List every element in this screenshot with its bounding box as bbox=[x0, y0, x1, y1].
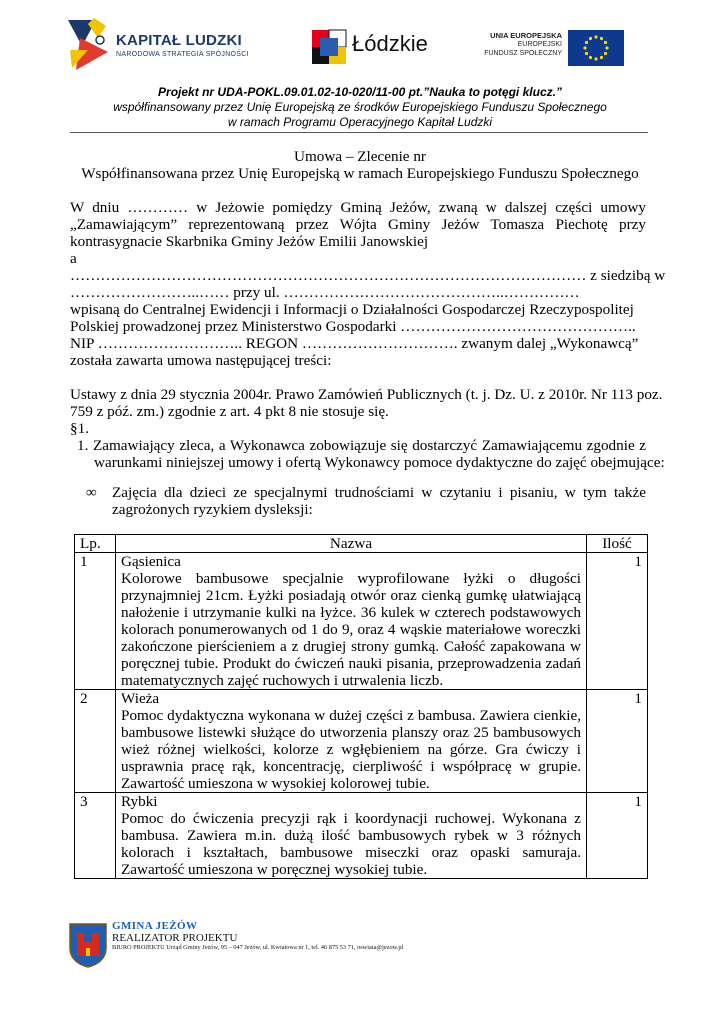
row-title: Wieża bbox=[121, 690, 160, 707]
column-header-lp: Lp. bbox=[75, 535, 116, 553]
kapital-ludzki-title: KAPITAŁ LUDZKI bbox=[116, 32, 242, 49]
kapital-ludzki-emblem-icon bbox=[66, 16, 114, 72]
section-heading: §1. bbox=[70, 420, 89, 437]
paragraph-line: ………………………………………………………………………………………… z siedzibą w bbox=[70, 267, 666, 284]
paragraph-line: wpisaną do Centralnej Ewidencji i Informacji o Działalności Gospodarczej Rzeczypospolitej bbox=[70, 301, 634, 318]
numbered-item-line: warunkami niniejszej umowy i ofertą Wykonawcy pomoce dydaktyczne do zajęć obejmujące: bbox=[94, 454, 665, 471]
row-description: Pomoc dydaktyczna wykonana w dużej części z bambusa. Zawiera cienkie, bambusowe listewki służące do utworzenia planszy oraz 25 bambusowych wież różnej wielkości, kolorze z wgłębieniem na górze. Gra ćwiczy i usprawnia pracę rąk, koncentrację, cierpliwość i współpracę w grupie. Zawartość umieszona w wysokiej kolorowej tubie. bbox=[121, 707, 581, 792]
row-lp: 2 bbox=[75, 690, 116, 793]
document-title: Umowa – Zlecenie nr bbox=[294, 148, 426, 165]
eu-label bbox=[460, 31, 562, 58]
bullet-symbol-icon: ∞ bbox=[86, 484, 97, 501]
cofinance-line: współfinansowany przez Unię Europejską ze środków Europejskiego Funduszu Społecznego bbox=[113, 100, 607, 114]
eu-flag-icon bbox=[568, 30, 624, 66]
eu-label-line2: EUROPEJSKI bbox=[517, 41, 562, 48]
project-number: Projekt nr UDA-POKL.09.01.02-10-020/11-00 pt.”Nauka to potęgi klucz.” bbox=[158, 85, 562, 99]
table-row bbox=[75, 553, 648, 690]
row-name-cell bbox=[116, 553, 587, 690]
row-title: Gąsienica bbox=[121, 553, 181, 570]
gmina-jezow-crest-icon bbox=[68, 922, 108, 968]
paragraph-line: została zawarta umowa następującej treści: bbox=[70, 352, 332, 369]
row-name-cell bbox=[116, 690, 587, 793]
table-row bbox=[75, 793, 648, 879]
lodzkie-emblem-icon bbox=[310, 28, 348, 66]
header-divider bbox=[70, 132, 648, 133]
footer-role: REALIZATOR PROJEKTU bbox=[112, 932, 238, 944]
table-row bbox=[75, 690, 648, 793]
paragraph-line: kontrasygnacie Skarbnika Gminy Jeżów Emilii Janowskiej bbox=[70, 233, 429, 250]
kapital-ludzki-subtitle: NARODOWA STRATEGIA SPÓJNOŚCI bbox=[116, 51, 249, 58]
row-qty: 1 bbox=[587, 690, 648, 793]
lodzkie-logo bbox=[310, 28, 348, 71]
row-qty: 1 bbox=[587, 553, 648, 690]
programme-line: w ramach Programu Operacyjnego Kapitał Ludzki bbox=[227, 115, 493, 129]
paragraph-line: „Zamawiającym” reprezentowaną przez Wójta Gminy Jeżów Tomasza Piechotę przy bbox=[70, 216, 646, 233]
bullet-line: Zajęcia dla dzieci ze specjalnymi trudnościami w czytaniu i pisaniu, w tym także bbox=[112, 484, 646, 501]
footer-municipality: GMINA JEŻÓW bbox=[112, 920, 198, 932]
paragraph-line: ……………………..…… przy ul. ……………………………………..…………… bbox=[70, 284, 580, 301]
column-header-name: Nazwa bbox=[116, 535, 587, 553]
row-qty: 1 bbox=[587, 793, 648, 879]
paragraph-line: a bbox=[70, 250, 77, 267]
items-table bbox=[74, 534, 648, 879]
row-lp: 1 bbox=[75, 553, 116, 690]
paragraph-line: W dniu ………… w Jeżowie pomiędzy Gminą Jeżów, zwaną w dalszej części umowy bbox=[70, 199, 646, 216]
row-description: Kolorowe bambusowe specjalnie wyprofilowane łyżki o długości przynajmniej 21cm. Łyżki posiadają otwór oraz cienką gumkę ułatwiającą nałożenie i utrzymanie kulki na łyżce. 36 kulek w czterech podstawowych kolorach ponumerowanych od 1 do 9, oraz 4 wąskie materiałowe woreczki zakończone pierścieniem a z drugiej strony gumką. Całość zapakowana w poręcznej tubie. Produkt do ćwiczeń nauki pisania, przeprowadzenia zadań matematycznych zajęć ruchowych i utrwalenia liczb. bbox=[121, 570, 581, 689]
footer-contact: BIURO PROJEKTU Urząd Gminy Jeżów, 95 – 047 Jeżów, ul. Kwiatowa nr 1, tel. 46 875 53 71, oswiata@jezow.pl bbox=[112, 944, 404, 951]
bullet-line: zagrożonych ryzykiem dysleksji: bbox=[112, 501, 313, 518]
row-description: Pomoc do ćwiczenia precyzji rąk i koordynacji ruchowej. Wykonana z bambusa. Zawiera m.in. dużą ilość bambusowych rybek w 3 różnych kolorach i kształtach, bambusowe miseczki oraz opaski samuraja. Zawartość umieszona w poręcznej wysokiej tubie. bbox=[121, 810, 581, 878]
paragraph-line: Polskiej prowadzonej przez Ministerstwo Gospodarki ……………………………………….. bbox=[70, 318, 636, 335]
kapital-ludzki-logo bbox=[66, 16, 114, 77]
paragraph-line: NIP ……………………….. REGON …………………………. zwanym dalej „Wykonawcą” bbox=[70, 335, 639, 352]
document-subtitle: Współfinansowana przez Unię Europejską w ramach Europejskiego Funduszu Społecznego bbox=[81, 165, 639, 182]
paragraph-line: 759 z póź. zm.) zgodnie z art. 4 pkt 8 nie stosuje się. bbox=[70, 403, 389, 420]
row-name-cell bbox=[116, 793, 587, 879]
lodzkie-label: Łódzkie bbox=[352, 31, 428, 56]
table-header-row bbox=[75, 535, 648, 553]
row-lp: 3 bbox=[75, 793, 116, 879]
numbered-item-line: 1. Zamawiający zleca, a Wykonawca zobowiązuje się dostarczyć Zamawiającemu zgodnie z bbox=[77, 437, 646, 454]
column-header-qty: Ilość bbox=[587, 535, 648, 553]
eu-label-line1: UNIA EUROPEJSKA bbox=[490, 31, 562, 40]
paragraph-line: Ustawy z dnia 29 stycznia 2004r. Prawo Zamówień Publicznych (t. j. Dz. U. z 2010r. Nr 113 poz. bbox=[70, 386, 663, 403]
row-title: Rybki bbox=[121, 793, 158, 810]
eu-label-line3: FUNDUSZ SPOŁECZNY bbox=[484, 50, 562, 57]
